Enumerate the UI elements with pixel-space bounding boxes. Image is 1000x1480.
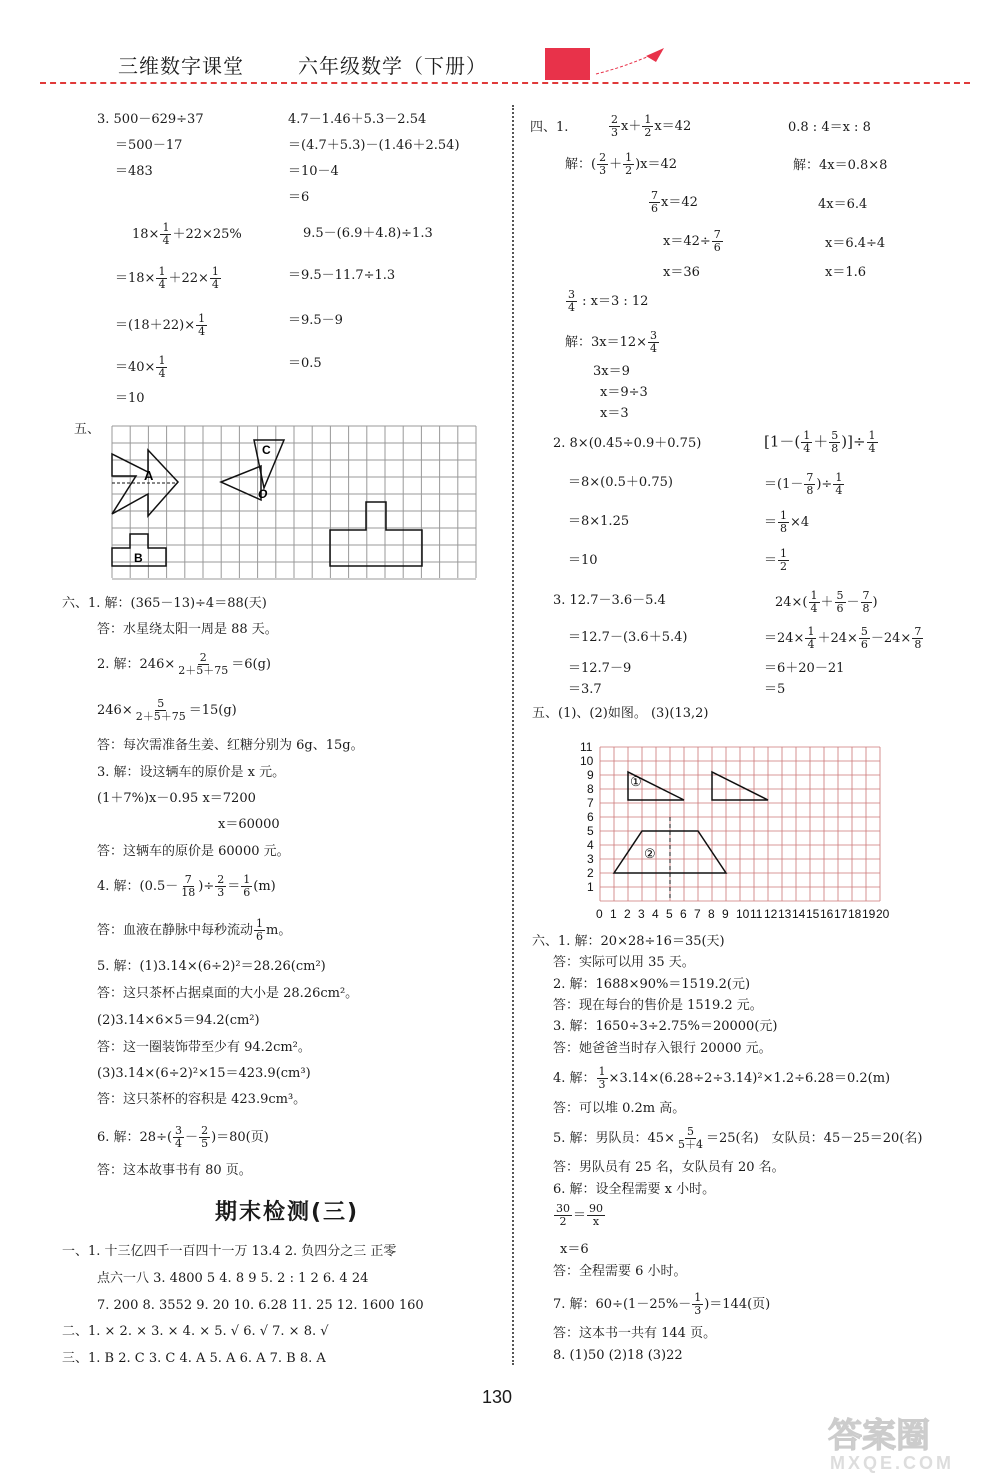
y-tick-label: 9 [587, 768, 594, 782]
text-line: ＝500－17 [115, 138, 183, 153]
label-c: C [262, 443, 271, 457]
text-line: 六、1. 解：20×28÷16＝35(天) [532, 934, 725, 949]
label-b: B [134, 551, 143, 565]
math-expression: ＝ $\frac{1}{8}$ ×4 [764, 509, 810, 535]
math-expression: $\frac{30}{2}$ ＝ $\frac{90}{x}$ [556, 1202, 604, 1228]
section-title: 期末检测(三) [215, 1200, 360, 1225]
math-expression: ＝(18＋22)× $\frac{1}{4}$ [115, 312, 206, 338]
coordinate-grid-figure [572, 730, 892, 926]
math-expression: 6. 解：28÷( $\frac{3}{4}$ － $\frac{2}{5}$ )＝80(页) [97, 1124, 269, 1150]
math-expression: 246× $\frac{5}{2+5+75}$ ＝15(g) [97, 697, 237, 723]
x-tick-label: 6 [680, 907, 687, 921]
y-tick-label: 2 [587, 866, 594, 880]
y-tick-label: 5 [587, 824, 594, 838]
text-line: 3. 解：设这辆车的原价是 x 元。 [97, 765, 286, 780]
text-line: ＝(4.7＋5.3)－(1.46＋2.54) [288, 138, 460, 153]
y-tick-label: 3 [587, 852, 594, 866]
label-a: A [144, 468, 154, 483]
text-line: 3. 解：1650÷3÷2.75%＝20000(元) [553, 1019, 778, 1034]
math-expression: $\frac{7}{6}$ x＝42 [651, 189, 698, 215]
header-book-title: 三维数字课堂 [118, 54, 244, 78]
math-expression: 答：血液在静脉中每秒流动 $\frac{1}{6}$ m。 [97, 917, 292, 943]
text-line: ＝9.5－11.7÷1.3 [288, 268, 396, 283]
math-expression: 解：( $\frac{2}{3}$ ＋ $\frac{1}{2}$ )x＝42 [565, 151, 678, 177]
math-expression: 4. 解：(0.5－ $\frac{7}{18}$ )÷ $\frac{2}{3}$ ＝ $\frac{1}{6}$ (m) [97, 873, 276, 899]
label-triangle-1: ① [630, 774, 642, 789]
text-line: ＝6＋20－21 [764, 661, 845, 676]
x-tick-label: 16 [820, 907, 834, 921]
text-line: 答：全程需要 6 小时。 [553, 1264, 687, 1279]
text-line: ＝8×(0.5＋0.75) [568, 475, 673, 490]
x-tick-label: 2 [624, 907, 631, 921]
text-line: 解：4x＝0.8×8 [793, 158, 888, 173]
text-line: x＝3 [600, 406, 629, 421]
x-tick-label: 9 [722, 907, 729, 921]
x-tick-label: 19 [862, 907, 876, 921]
header-dashed-rule [40, 82, 970, 84]
text-line: ＝10－4 [288, 164, 339, 179]
x-tick-label: 7 [694, 907, 701, 921]
x-tick-label: 20 [876, 907, 890, 921]
text-line: 6. 解：设全程需要 x 小时。 [553, 1182, 716, 1197]
text-line: 8. (1)50 (2)18 (3)22 [553, 1348, 683, 1363]
text-line: 5. 解：(1)3.14×(6÷2)²＝28.26(cm²) [97, 959, 326, 974]
text-line: 3. 12.7－3.6－5.4 [553, 593, 666, 608]
text-line: ＝0.5 [288, 356, 322, 371]
text-line: ＝6 [288, 190, 310, 205]
text-line: 二、1. × 2. × 3. × 4. × 5. √ 6. √ 7. × 8. √ [62, 1324, 329, 1339]
x-tick-label: 10 [736, 907, 750, 921]
section-label: 五、 [74, 422, 101, 437]
text-line: 点六一八 3. 4800 5 4. 8 9 5. 2 : 1 2 6. 4 24 [97, 1271, 369, 1286]
math-expression: 24×( $\frac{1}{4}$ ＋ $\frac{5}{6}$ － $\frac{7}{8}$ ) [775, 589, 878, 615]
text-line: ＝10 [115, 391, 145, 406]
y-tick-label: 1 [587, 880, 594, 894]
math-expression: 5. 解：男队员：45× $\frac{5}{5+4}$ ＝25(名) 女队员：45－25＝20(名) [553, 1125, 923, 1151]
text-line: 答：这只茶杯占据桌面的大小是 28.26cm²。 [97, 986, 359, 1001]
watermark-logo [820, 1405, 990, 1475]
text-line: x＝1.6 [825, 265, 867, 280]
x-tick-label: 5 [666, 907, 673, 921]
text-line: 3. 500－629÷37 [97, 112, 204, 127]
shape-triangle-o [221, 466, 261, 500]
math-expression: ＝40× $\frac{1}{4}$ [115, 354, 166, 380]
header-grade-title: 六年级数学（下册） [298, 54, 487, 78]
text-line: x＝60000 [218, 817, 280, 832]
text-line: 答：这辆车的原价是 60000 元。 [97, 844, 290, 859]
text-line: ＝9.5－9 [288, 313, 343, 328]
x-tick-label: 15 [806, 907, 820, 921]
text-line: ＝12.7－9 [568, 661, 632, 676]
text-line: 三、1. B 2. C 3. C 4. A 5. A 6. A 7. B 8. A [62, 1351, 326, 1366]
column-divider [512, 105, 514, 1365]
page-number: 130 [482, 1387, 513, 1407]
y-tick-label: 6 [587, 810, 594, 824]
svg-text:答案圈: 答案圈 [828, 1417, 930, 1455]
text-line: 答：这本故事书有 80 页。 [97, 1163, 252, 1178]
text-line: (3)3.14×(6÷2)²×15＝423.9(cm³) [97, 1066, 311, 1081]
x-tick-label: 17 [834, 907, 848, 921]
text-line: ＝10 [568, 553, 598, 568]
text-line: x＝6 [560, 1242, 589, 1257]
text-line: 答：这本书一共有 144 页。 [553, 1326, 717, 1341]
text-line: x＝6.4÷4 [825, 236, 886, 251]
math-expression: $\frac{3}{4}$ : x＝3 : 12 [568, 288, 649, 314]
text-line: 0.8 : 4＝x : 8 [788, 120, 871, 135]
text-line: 答：每次需准备生姜、红糖分别为 6g、15g。 [97, 738, 364, 753]
math-expression: [1－( $\frac{1}{4}$ ＋ $\frac{5}{8}$ )]÷ $\frac{1}{4}$ [764, 429, 876, 455]
text-line: 答：这一圈装饰带至少有 94.2cm²。 [97, 1040, 311, 1055]
text-line: 答：水星绕太阳一周是 88 天。 [97, 622, 278, 637]
grid-figure-1 [96, 424, 486, 582]
x-tick-label: 13 [778, 907, 792, 921]
text-line: 答：可以堆 0.2m 高。 [553, 1101, 686, 1116]
label-trapezoid-2: ② [644, 846, 656, 861]
text-line: 一、1. 十三亿四千一百四十一万 13.4 2. 负四分之三 正零 [62, 1244, 397, 1259]
text-line: ＝5 [764, 682, 786, 697]
text-line: 答：这只茶杯的容积是 423.9cm³。 [97, 1092, 307, 1107]
watermark-text: MXQE.COM [830, 1453, 955, 1473]
text-line: 答：她爸爸当时存入银行 20000 元。 [553, 1041, 772, 1056]
math-expression: ＝ $\frac{1}{2}$ [764, 547, 788, 573]
math-expression: 18× $\frac{1}{4}$ ＋22×25% [132, 221, 242, 247]
math-expression: 解：3x＝12× $\frac{3}{4}$ [565, 329, 658, 355]
x-tick-label: 3 [638, 907, 645, 921]
rocket-icon [588, 44, 668, 84]
text-line: ＝3.7 [568, 682, 602, 697]
text-line: (2)3.14×6×5＝94.2(cm²) [97, 1013, 260, 1028]
text-line: 7. 200 8. 3552 9. 20 10. 6.28 11. 25 12. 1600 160 [97, 1298, 424, 1313]
math-expression: ＝(1－ $\frac{7}{8}$ )÷ $\frac{1}{4}$ [764, 471, 843, 497]
math-expression: x＝42÷ $\frac{7}{6}$ [663, 228, 721, 254]
y-tick-label: 11 [580, 740, 593, 754]
y-tick-label: 8 [587, 782, 594, 796]
text-line: ＝12.7－(3.6＋5.4) [568, 630, 688, 645]
y-tick-label: 10 [580, 754, 594, 768]
text-line: 答：男队员有 25 名，女队员有 20 名。 [553, 1160, 785, 1175]
math-expression: ＝18× $\frac{1}{4}$ ＋22× $\frac{1}{4}$ [115, 265, 219, 291]
text-line: 六、1. 解：(365－13)÷4＝88(天) [62, 596, 267, 611]
section-label: 四、1. [530, 120, 569, 135]
math-expression: 2. 解：246× $\frac{2}{2+5+75}$ ＝6(g) [97, 651, 271, 677]
text-line: x＝9÷3 [600, 385, 648, 400]
text-line: 五、(1)、(2)如图。 (3)(13,2) [532, 706, 709, 721]
text-line: 答：实际可以用 35 天。 [553, 955, 695, 970]
x-tick-label: 18 [848, 907, 862, 921]
text-line: 3x＝9 [593, 364, 630, 379]
text-line: (1＋7%)x－0.95 x＝7200 [97, 791, 256, 806]
x-tick-label: 1 [610, 907, 617, 921]
shape-enlarged [330, 502, 422, 566]
math-expression: 4. 解： $\frac{1}{3}$ ×3.14×(6.28÷2÷3.14)²×1.2÷6.28＝0.2(m) [553, 1065, 891, 1091]
text-line: ＝8×1.25 [568, 514, 630, 529]
text-line: 答：现在每台的售价是 1519.2 元。 [553, 998, 763, 1013]
x-tick-label: 0 [596, 907, 603, 921]
text-line: 9.5－(6.9＋4.8)÷1.3 [303, 226, 433, 241]
x-tick-label: 12 [764, 907, 778, 921]
math-expression: $\frac{2}{3}$ x＋ $\frac{1}{2}$ x＝42 [611, 113, 692, 139]
x-tick-label: 8 [708, 907, 715, 921]
text-line: 2. 解：1688×90%＝1519.2(元) [553, 977, 751, 992]
y-tick-label: 7 [587, 796, 594, 810]
math-expression: 7. 解：60÷(1－25%－ $\frac{1}{3}$ )＝144(页) [553, 1291, 771, 1317]
text-line: x＝36 [663, 265, 700, 280]
y-tick-label: 4 [587, 838, 594, 852]
text-line: 2. 8×(0.45÷0.9＋0.75) [553, 436, 702, 451]
text-line: 4.7－1.46＋5.3－2.54 [288, 112, 427, 127]
text-line: 4x＝6.4 [818, 197, 868, 212]
math-expression: ＝24× $\frac{1}{4}$ ＋24× $\frac{5}{6}$ －24× $\frac{7}{8}$ [764, 625, 922, 651]
x-tick-label: 14 [792, 907, 806, 921]
label-o: O [258, 487, 268, 501]
x-tick-label: 4 [652, 907, 659, 921]
x-tick-label: 11 [750, 907, 763, 921]
header-red-block [545, 48, 590, 80]
text-line: ＝483 [115, 164, 153, 179]
